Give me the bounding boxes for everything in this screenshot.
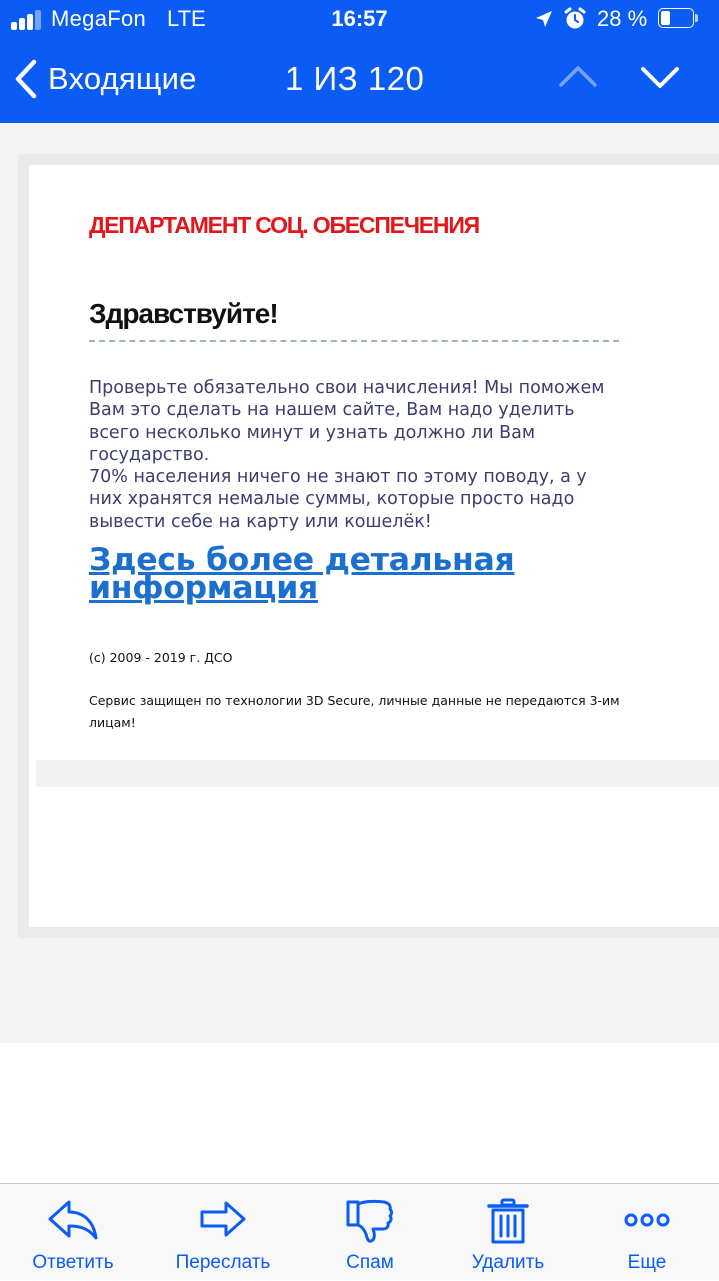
dashed-divider (89, 340, 619, 342)
battery-percent: 28 % (597, 6, 648, 31)
alarm-icon (564, 7, 586, 36)
mail-navbar (0, 40, 719, 123)
security-note: Сервис защищен по технологии 3D Secure, личные данные не передаются 3-им лицам! (89, 693, 620, 730)
delete-button[interactable] (438, 1184, 578, 1281)
spam-label: Спам (346, 1252, 394, 1273)
spam-button[interactable] (300, 1184, 440, 1281)
previous-message-button[interactable] (558, 64, 598, 93)
body-paragraph-1: Проверьте обязательно свои начисления! Мы поможем Вам это сделать на нашем сайте, Вам надо уделить всего несколько минут и узнать должно ли Вам государство. (89, 378, 605, 465)
thumbs-down-icon (345, 1198, 395, 1244)
chevron-up-icon (558, 64, 598, 88)
back-to-inbox-button[interactable] (14, 54, 197, 104)
reply-icon (47, 1198, 99, 1242)
trash-icon (487, 1198, 529, 1246)
chevron-down-icon (640, 66, 680, 90)
more-button[interactable] (577, 1184, 717, 1281)
body-paragraph-2: 70% населения ничего не знают по этому поводу, а у них хранятся немалые суммы, которые просто надо вывести себе на карту или кошелёк! (89, 467, 587, 532)
network-type: LTE (167, 6, 206, 31)
reply-label: Ответить (32, 1252, 114, 1273)
delete-label: Удалить (471, 1252, 545, 1273)
more-label: Еще (627, 1252, 667, 1273)
next-message-button[interactable] (640, 66, 680, 95)
details-link[interactable]: Здесь более детальная информация (89, 542, 515, 606)
email-body-text (89, 377, 619, 533)
top-header (0, 0, 719, 123)
location-arrow-icon (534, 9, 554, 34)
copyright-text: (c) 2009 - 2019 г. ДСО (89, 650, 233, 665)
more-dots-icon (624, 1198, 670, 1242)
message-counter: 1 ИЗ 120 (285, 60, 425, 97)
chevron-left-icon (14, 59, 38, 99)
reply-button[interactable] (3, 1184, 143, 1281)
carrier-name: MegaFon (51, 6, 147, 31)
bottom-toolbar (0, 1183, 719, 1280)
email-greeting: Здравствуйте! (89, 298, 278, 329)
battery-icon (658, 8, 700, 30)
back-label: Входящие (48, 61, 197, 96)
forward-label: Переслать (175, 1252, 271, 1273)
status-bar (0, 0, 719, 40)
status-time: 16:57 (331, 6, 388, 31)
forward-icon (198, 1198, 248, 1242)
forward-button[interactable] (153, 1184, 293, 1281)
email-footer-strip (36, 760, 719, 787)
sender-heading: ДЕПАРТАМЕНТ СОЦ. ОБЕСПЕЧЕНИЯ (89, 212, 479, 238)
